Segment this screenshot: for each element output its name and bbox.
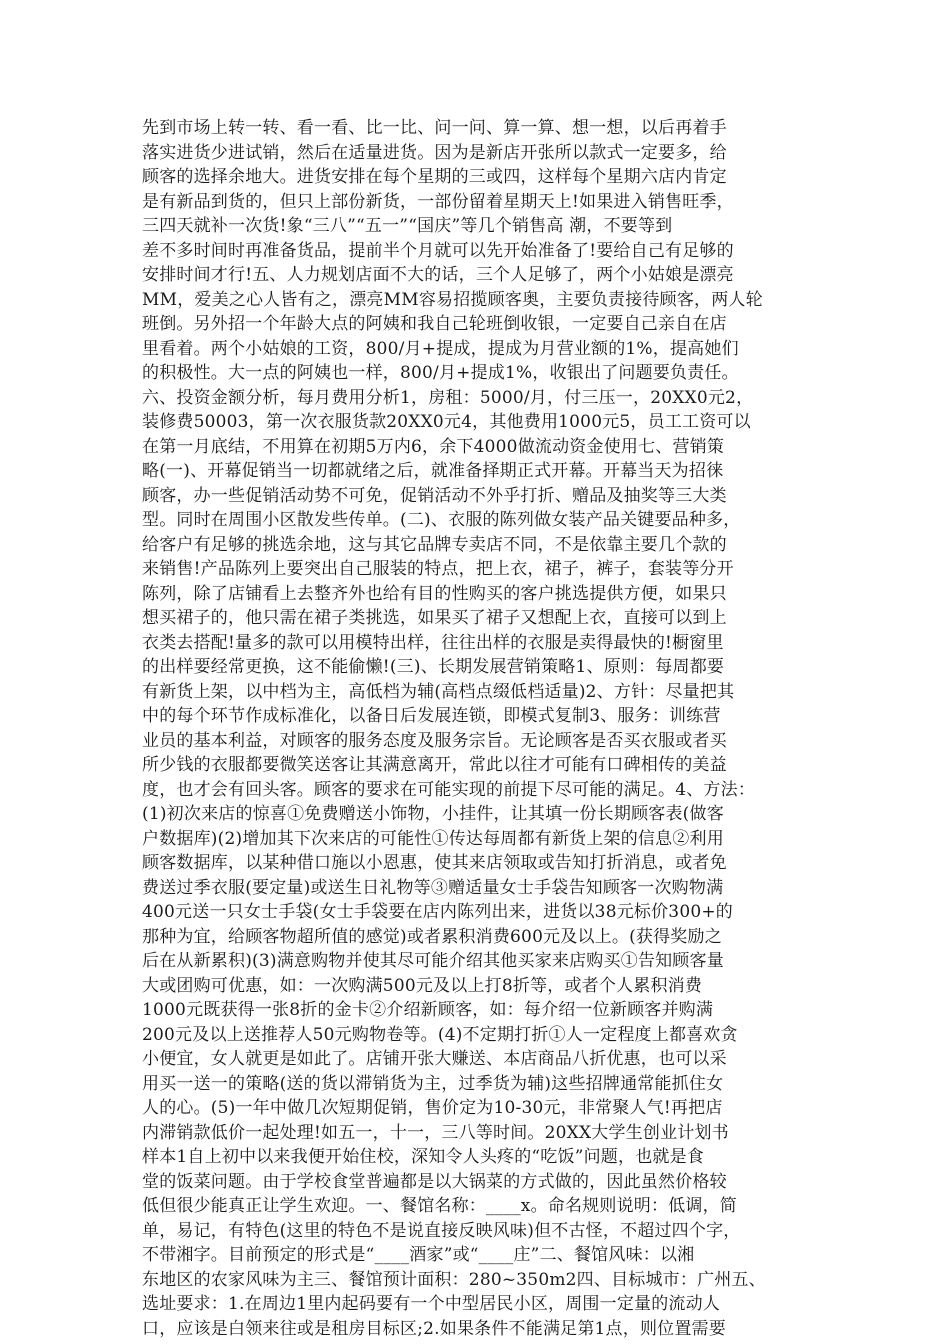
text-line: 先到市场上转一转、看一看、比一比、问一问、算一算、想一想，以后再着手 xyxy=(142,118,727,138)
text-line: 低但很少能真正让学生欢迎。一、餐馆名称：____x。命名规则说明：低调，简 xyxy=(142,1196,737,1216)
text-line: 单，易记，有特色(这里的特色不是说直接反映风味)但不古怪，不超过四个字， xyxy=(142,1220,741,1241)
body-text xyxy=(142,116,828,1341)
text-line: 的出样要经常更换，这不能偷懒!(三)、长期发展营销策略1、原则：每周都要 xyxy=(142,657,725,677)
text-line: 用买一送一的策略(送的货以滞销货为主，过季货为辅)这些招牌通常能抓住女 xyxy=(142,1073,724,1094)
text-line: 口，应该是白领来往或是租房目标区;2.如果条件不能满足第1点，则位置需要 xyxy=(142,1318,726,1339)
text-line: 想买裙子的，他只需在裙子类挑选，如果买了裙子又想配上衣，直接可以到上 xyxy=(142,608,727,628)
text-line: 东地区的农家风味为主三、餐馆预计面积：280~350m2四、目标城市：广州五、 xyxy=(142,1269,766,1290)
text-line: 是有新品到货的，但只上部份新货，一部份留着星期天上!如果进入销售旺季， xyxy=(142,191,734,212)
text-line: 户数据库)(2)增加其下次来店的可能性①传达每周都有新货上架的信息②利用 xyxy=(142,828,724,849)
text-line: 费送过季衣服(要定量)或送生日礼物等③赠适量女士手袋告知顾客一次购物满 xyxy=(142,877,724,898)
text-line: 的积极性。大一点的阿姨也一样，800/月+提成1%，收银出了问题要负责任。 xyxy=(142,363,739,383)
text-line: 大或团购可优惠，如：一次购满500元及以上打8折等，或者个人累积消费 xyxy=(142,975,703,996)
text-line: 里看着。两个小姑娘的工资，800/月+提成，提成为月营业额的1%，提高她们 xyxy=(142,338,739,359)
text-line: MM，爱美之心人皆有之，漂亮MM容易招揽顾客奥，主要负责接待顾客，两人轮 xyxy=(142,289,763,310)
text-line: 六、投资金额分析，每月费用分析1，房租：5000/月，付三压一，20XX0元2， xyxy=(142,387,754,408)
text-line: 中的每个环节作成标准化，以备日后发展连锁，即模式复制3、服务：训练营 xyxy=(142,706,721,726)
text-line: 落实进货少进试销，然后在适量进货。因为是新店开张所以款式一定要多，给 xyxy=(142,142,727,163)
text-line: 顾客的选择余地大。进货安排在每个星期的三或四，这样每个星期六店内肯定 xyxy=(142,167,727,187)
text-line: 略(一)、开幕促销当一切都就绪之后，就准备择期正式开幕。开幕当天为招徕 xyxy=(142,461,724,481)
text-line: 1000元既获得一张8折的金卡②介绍新顾客，如：每介绍一位新顾客并购满 xyxy=(142,1000,714,1020)
text-line: 样本1自上初中以来我便开始住校，深知令人头疼的“吃饭”问题，也就是食 xyxy=(142,1147,704,1167)
text-line: 有新货上架，以中档为主，高低档为辅(高档点缀低档适量)2、方针：尽量把其 xyxy=(142,681,735,702)
text-line: 400元送一只女士手袋(女士手袋要在店内陈列出来，进货以38元标价300+的 xyxy=(142,902,734,922)
text-line: 顾客，办一些促销活动势不可免，促销活动不外乎打折、赠品及抽奖等三大类 xyxy=(142,485,727,506)
text-line: 那种为宜，给顾客物超所值的感觉)或者累积消费600元及以上。(获得奖励之 xyxy=(142,926,722,947)
text-line: 所少钱的衣服都要微笑送客让其满意离开，常此以往才可能有口碑相传的美益 xyxy=(142,755,727,775)
text-line: 在第一月底结，不用算在初期5万内6，余下4000做流动资金使用七、营销策 xyxy=(142,436,725,457)
text-line: 差不多时间时再准备货品，提前半个月就可以先开始准备了!要给自己有足够的 xyxy=(142,240,734,261)
text-line: 顾客数据库，以某种借口施以小恩惠，使其来店领取或告知打折消息，或者免 xyxy=(142,853,727,873)
text-line: 后在从新累积)(3)满意购物并使其尽可能介绍其他买家来店购买①告知顾客量 xyxy=(142,951,724,971)
text-line: 选址要求：1.在周边1里内起码要有一个中型居民小区，周围一定量的流动人 xyxy=(142,1294,721,1314)
text-line: 小便宜，女人就更是如此了。店铺开张大赚送、本店商品八折优惠，也可以采 xyxy=(142,1049,727,1069)
text-line: 三四天就补一次货!象“三八”“五一”“国庆”等几个销售高 潮，不要等到 xyxy=(142,216,673,236)
text-line: 装修费50003，第一次衣服货款20XX0元4，其他费用1000元5，员工工资可以 xyxy=(142,412,751,432)
text-line: 给客户有足够的挑选余地，这与其它品牌专卖店不同，不是依靠主要几个款的 xyxy=(142,534,727,555)
text-line: 来销售!产品陈列上要突出自己服装的特点，把上衣，裙子，裤子，套装等分开 xyxy=(142,559,734,579)
text-line: (1)初次来店的惊喜①免费赠送小饰物，小挂件，让其填一份长期顾客表(做客 xyxy=(142,804,724,824)
text-line: 200元及以上送推荐人50元购物卷等。(4)不定期打折①人一定程度上都喜欢贪 xyxy=(142,1024,738,1045)
text-line: 衣类去搭配!量多的款可以用模特出样，往往出样的衣服是卖得最快的!橱窗里 xyxy=(142,632,724,653)
text-line: 型。同时在周围小区散发些传单。(二)、衣服的陈列做女装产品关键要品种多， xyxy=(142,510,741,530)
text-line: 内滞销款低价一起处理!如五一，十一，三八等时间。20XX大学生创业计划书 xyxy=(142,1122,729,1143)
text-line: 安排时间才行!五、人力规划店面不大的话，三个人足够了，两个小姑娘是漂亮 xyxy=(142,265,734,285)
text-line: 度，也才会有回头客。顾客的要求在可能实现的前提下尽可能的满足。4、方法： xyxy=(142,779,756,800)
text-line: 堂的饭菜问题。由于学校食堂普遍都是以大锅菜的方式做的，因此虽然价格较 xyxy=(142,1171,727,1192)
text-line: 陈列，除了店铺看上去整齐外也给有目的性购买的客户挑选提供方便，如果只 xyxy=(142,583,727,604)
text-line: 班倒。另外招一个年龄大点的阿姨和我自己轮班倒收银，一定要自己亲自在店 xyxy=(142,314,727,334)
text-line: 业员的基本利益，对顾客的服务态度及服务宗旨。无论顾客是否买衣服或者买 xyxy=(142,730,727,751)
text-line: 不带湘字。目前预定的形式是“____酒家”或“____庄”二、餐馆风味：以湘 xyxy=(142,1245,695,1265)
text-line: 人的心。(5)一年中做几次短期促销，售价定为10-30元，非常聚人气!再把店 xyxy=(142,1098,723,1118)
